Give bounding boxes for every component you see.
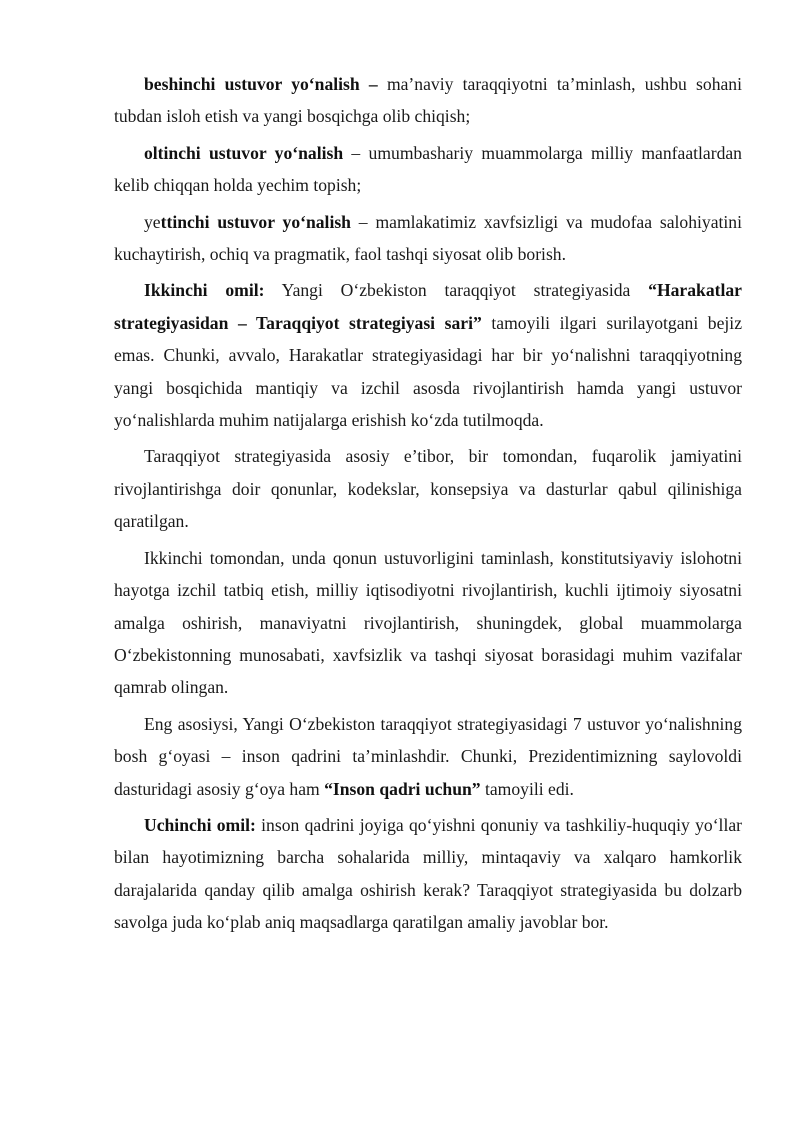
- paragraph-strategy-focus: [114, 440, 742, 537]
- paragraph-text: ma’naviy taraqqiyotni ta’minlash, ushbu sohani tubdan isloh etish va yangi bosqichga olib chiqish;: [114, 74, 742, 127]
- paragraph-second-factor: [114, 274, 742, 436]
- paragraph-fifth-priority: [114, 68, 742, 133]
- paragraph-text: Ikkinchi tomondan, unda qonun ustuvorligini taminlash, konstitutsiyaviy islohotni hayotga izchil tatbiq etish, milliy iqtisodiyotni rivojlantirish, kuchli ijtimoiy siyosatni amalga oshirish, manaviyatni rivojlantirish, shuningdek, global muammolarga O‘zbekistonning munosabati, xavfsizlik va tashqi siyosat borasidagi muhim vazifalar qamrab olingan.: [114, 547, 742, 698]
- bold-lead: Ikkinchi omil:: [144, 280, 265, 301]
- bold-lead: ttinchi ustuvor yo‘nalish: [160, 211, 351, 232]
- plain-lead: ye: [144, 211, 161, 232]
- paragraph-sixth-priority: [114, 137, 742, 202]
- paragraph-text-b: tamoyili edi.: [480, 778, 574, 799]
- paragraph-text: Taraqqiyot strategiyasida asosiy e’tibor, bir tomondan, fuqarolik jamiyatini rivojlantirishga doir qonunlar, kodekslar, konsepsiya va dasturlar qabul qilinishiga qaratilgan.: [114, 446, 742, 532]
- bold-quote: “Harakatlar strategiyasidan – Taraqqiyot strategiyasi sari”: [114, 280, 742, 333]
- paragraph-text-a: Yangi O‘zbekiston taraqqiyot strategiyasida: [264, 280, 649, 301]
- bold-lead: Uchinchi omil:: [144, 814, 256, 835]
- paragraph-second-side: [114, 542, 742, 704]
- paragraph-main-idea: [114, 708, 742, 805]
- document-page: [114, 68, 742, 943]
- paragraph-text: – mamlakatimiz xavfsizligi va mudofaa salohiyatini kuchaytirish, ochiq va pragmatik, faol tashqi siyosat olib borish.: [114, 211, 742, 265]
- paragraph-text-b: tamoyili ilgari surilayotgani bejiz emas. Chunki, avvalo, Harakatlar strategiyasidagi har bir yo‘nalishni taraqqiyotning yangi bosqichida mantiqiy va izchil asosda rivojlantirish hamda yangi ustuvor yo‘nalishlarda muhim natijalarga erishish ko‘zda tutilmoqda.: [114, 312, 743, 431]
- paragraph-seventh-priority: [114, 206, 742, 271]
- paragraph-third-factor: [114, 809, 742, 939]
- bold-lead: oltinchi ustuvor yo‘nalish: [144, 142, 344, 163]
- bold-quote: “Inson qadri uchun”: [324, 778, 481, 799]
- paragraph-text-a: Eng asosiysi, Yangi O‘zbekiston taraqqiyot strategiyasidagi 7 ustuvor yo‘nalishning bosh g‘oyasi – inson qadrini ta’minlashdir. Chunki, Prezidentimizning saylovoldi dasturidagi asosiy g‘oya ham: [114, 713, 742, 799]
- paragraph-text: – umumbashariy muammolarga milliy manfaatlardan kelib chiqqan holda yechim topish;: [114, 142, 742, 196]
- bold-lead: beshinchi ustuvor yo‘nalish –: [144, 74, 378, 94]
- paragraph-text: inson qadrini joyiga qo‘yishni qonuniy va tashkiliy-huquqiy yo‘llar bilan hayotimizning barcha sohalarida milliy, mintaqaviy va xalqaro hamkorlik darajalarida qanday qilib amalga oshirish kerak? Taraqqiyot strategiyasida bu dolzarb savolga juda ko‘plab aniq maqsadlarga qaratilgan amaliy javoblar bor.: [114, 814, 742, 933]
